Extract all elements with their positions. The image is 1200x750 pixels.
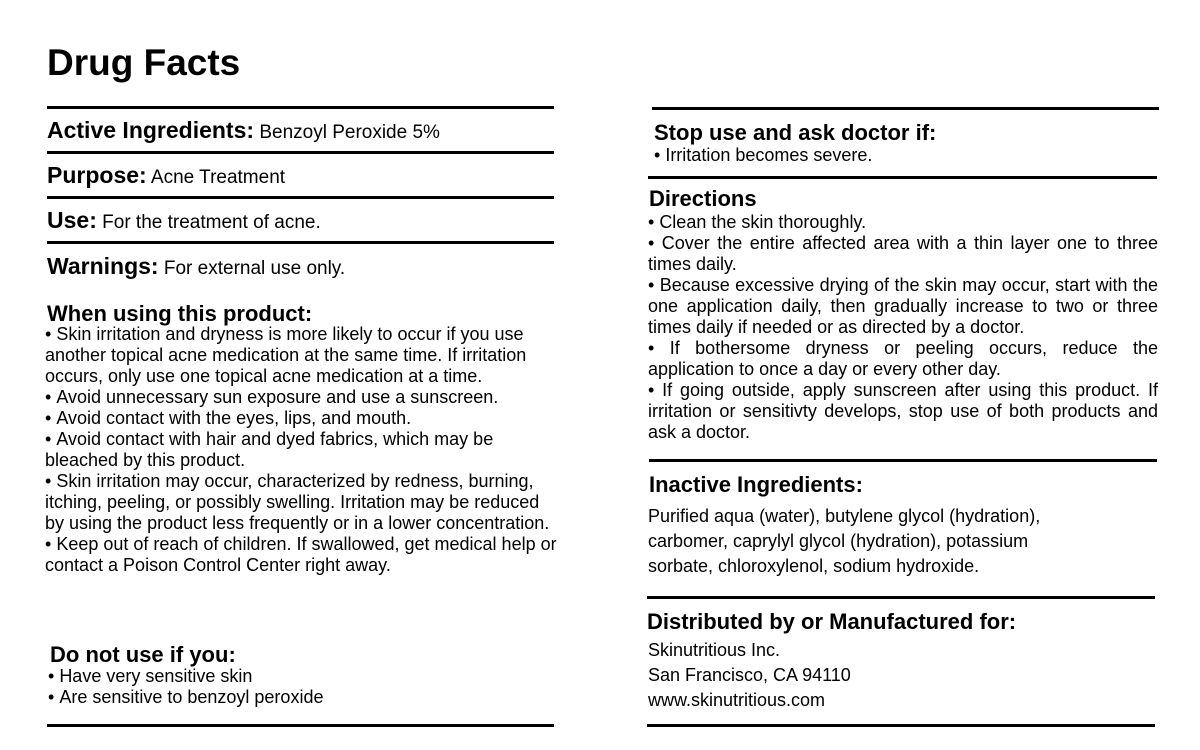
distributor-info <box>648 638 1158 713</box>
warnings-value: For external use only. <box>163 258 346 279</box>
directions-list <box>648 212 1158 443</box>
list-item: • Avoid contact with hair and dyed fabrics, which may be bleached by this product. <box>45 429 560 471</box>
inactive-ingredients-heading: Inactive Ingredients: <box>649 472 863 497</box>
list-item: • Because excessive drying of the skin may occur, start with the one application daily, then gradually increase to two or three times daily if needed or as directed by a doctor. <box>648 275 1158 338</box>
list-item: • Cover the entire affected area with a thin layer one to three times daily. <box>648 233 1158 275</box>
purpose-value: Acne Treatment <box>150 167 286 188</box>
list-item: • If going outside, apply sunscreen after using this product. If irritation or sensitivty develops, stop use of both products and ask a doctor. <box>648 380 1158 443</box>
use-value: For the treatment of acne. <box>102 212 321 233</box>
stop-use-list <box>654 145 1159 166</box>
rule-directions-top <box>648 176 1157 179</box>
inactive-line: carbomer, caprylyl glycol (hydration), potassium <box>648 531 1029 551</box>
rule-right-bottom <box>647 724 1155 727</box>
use-label: Use: <box>47 207 97 233</box>
page-title: Drug Facts <box>47 42 241 83</box>
list-item: • Irritation becomes severe. <box>654 145 1159 166</box>
list-item: • Keep out of reach of children. If swallowed, get medical help or contact a Poison Control Center right away. <box>45 534 560 576</box>
warnings-label: Warnings: <box>47 253 159 279</box>
active-ingredients-value: Benzoyl Peroxide 5% <box>259 122 440 143</box>
rule-distributed-top <box>647 596 1155 599</box>
distributor-website: www.skinutritious.com <box>648 690 826 710</box>
list-item: • Skin irritation may occur, characterized by redness, burning, itching, peeling, or possibly swelling. Irritation may be reduced by using the product less frequently or in a lower concentration. <box>45 471 560 534</box>
rule-stop-use-top <box>652 107 1159 110</box>
inactive-line: sorbate, chloroxylenol, sodium hydroxide. <box>648 556 980 576</box>
when-using-heading: When using this product: <box>47 301 313 326</box>
rule-warnings-top <box>47 241 554 244</box>
list-item: • Avoid unnecessary sun exposure and use a sunscreen. <box>45 387 560 408</box>
rule-inactive-top <box>649 459 1157 462</box>
distributed-heading: Distributed by or Manufactured for: <box>647 609 1017 634</box>
do-not-use-heading: Do not use if you: <box>50 642 236 667</box>
list-item: • Avoid contact with the eyes, lips, and mouth. <box>45 408 560 429</box>
list-item: • Have very sensitive skin <box>48 666 558 687</box>
warnings-row <box>47 253 345 280</box>
purpose-row <box>47 162 285 189</box>
list-item: • Are sensitive to benzoyl peroxide <box>48 687 558 708</box>
inactive-line: Purified aqua (water), butylene glycol (hydration), <box>648 506 1041 526</box>
active-ingredients-label: Active Ingredients: <box>47 117 255 143</box>
list-item: • Clean the skin thoroughly. <box>648 212 1158 233</box>
list-item: • Skin irritation and dryness is more likely to occur if you use another topical acne medication at the same time. If irritation occurs, only use one topical acne medication at a time. <box>45 324 560 387</box>
active-ingredients-row <box>47 117 440 144</box>
use-row <box>47 207 321 234</box>
rule-purpose-top <box>47 151 554 154</box>
purpose-label: Purpose: <box>47 162 147 188</box>
do-not-use-list <box>48 666 558 708</box>
rule-use-top <box>47 196 554 199</box>
rule-active-top <box>47 106 554 109</box>
distributor-address: San Francisco, CA 94110 <box>648 665 851 685</box>
when-using-list <box>45 324 560 576</box>
inactive-ingredients-text <box>648 504 1158 579</box>
distributor-name: Skinutritious Inc. <box>648 640 781 660</box>
list-item: • If bothersome dryness or peeling occurs, reduce the application to once a day or every other day. <box>648 338 1158 380</box>
rule-left-bottom <box>47 724 554 727</box>
directions-heading: Directions <box>649 186 757 211</box>
stop-use-heading: Stop use and ask doctor if: <box>654 120 937 145</box>
